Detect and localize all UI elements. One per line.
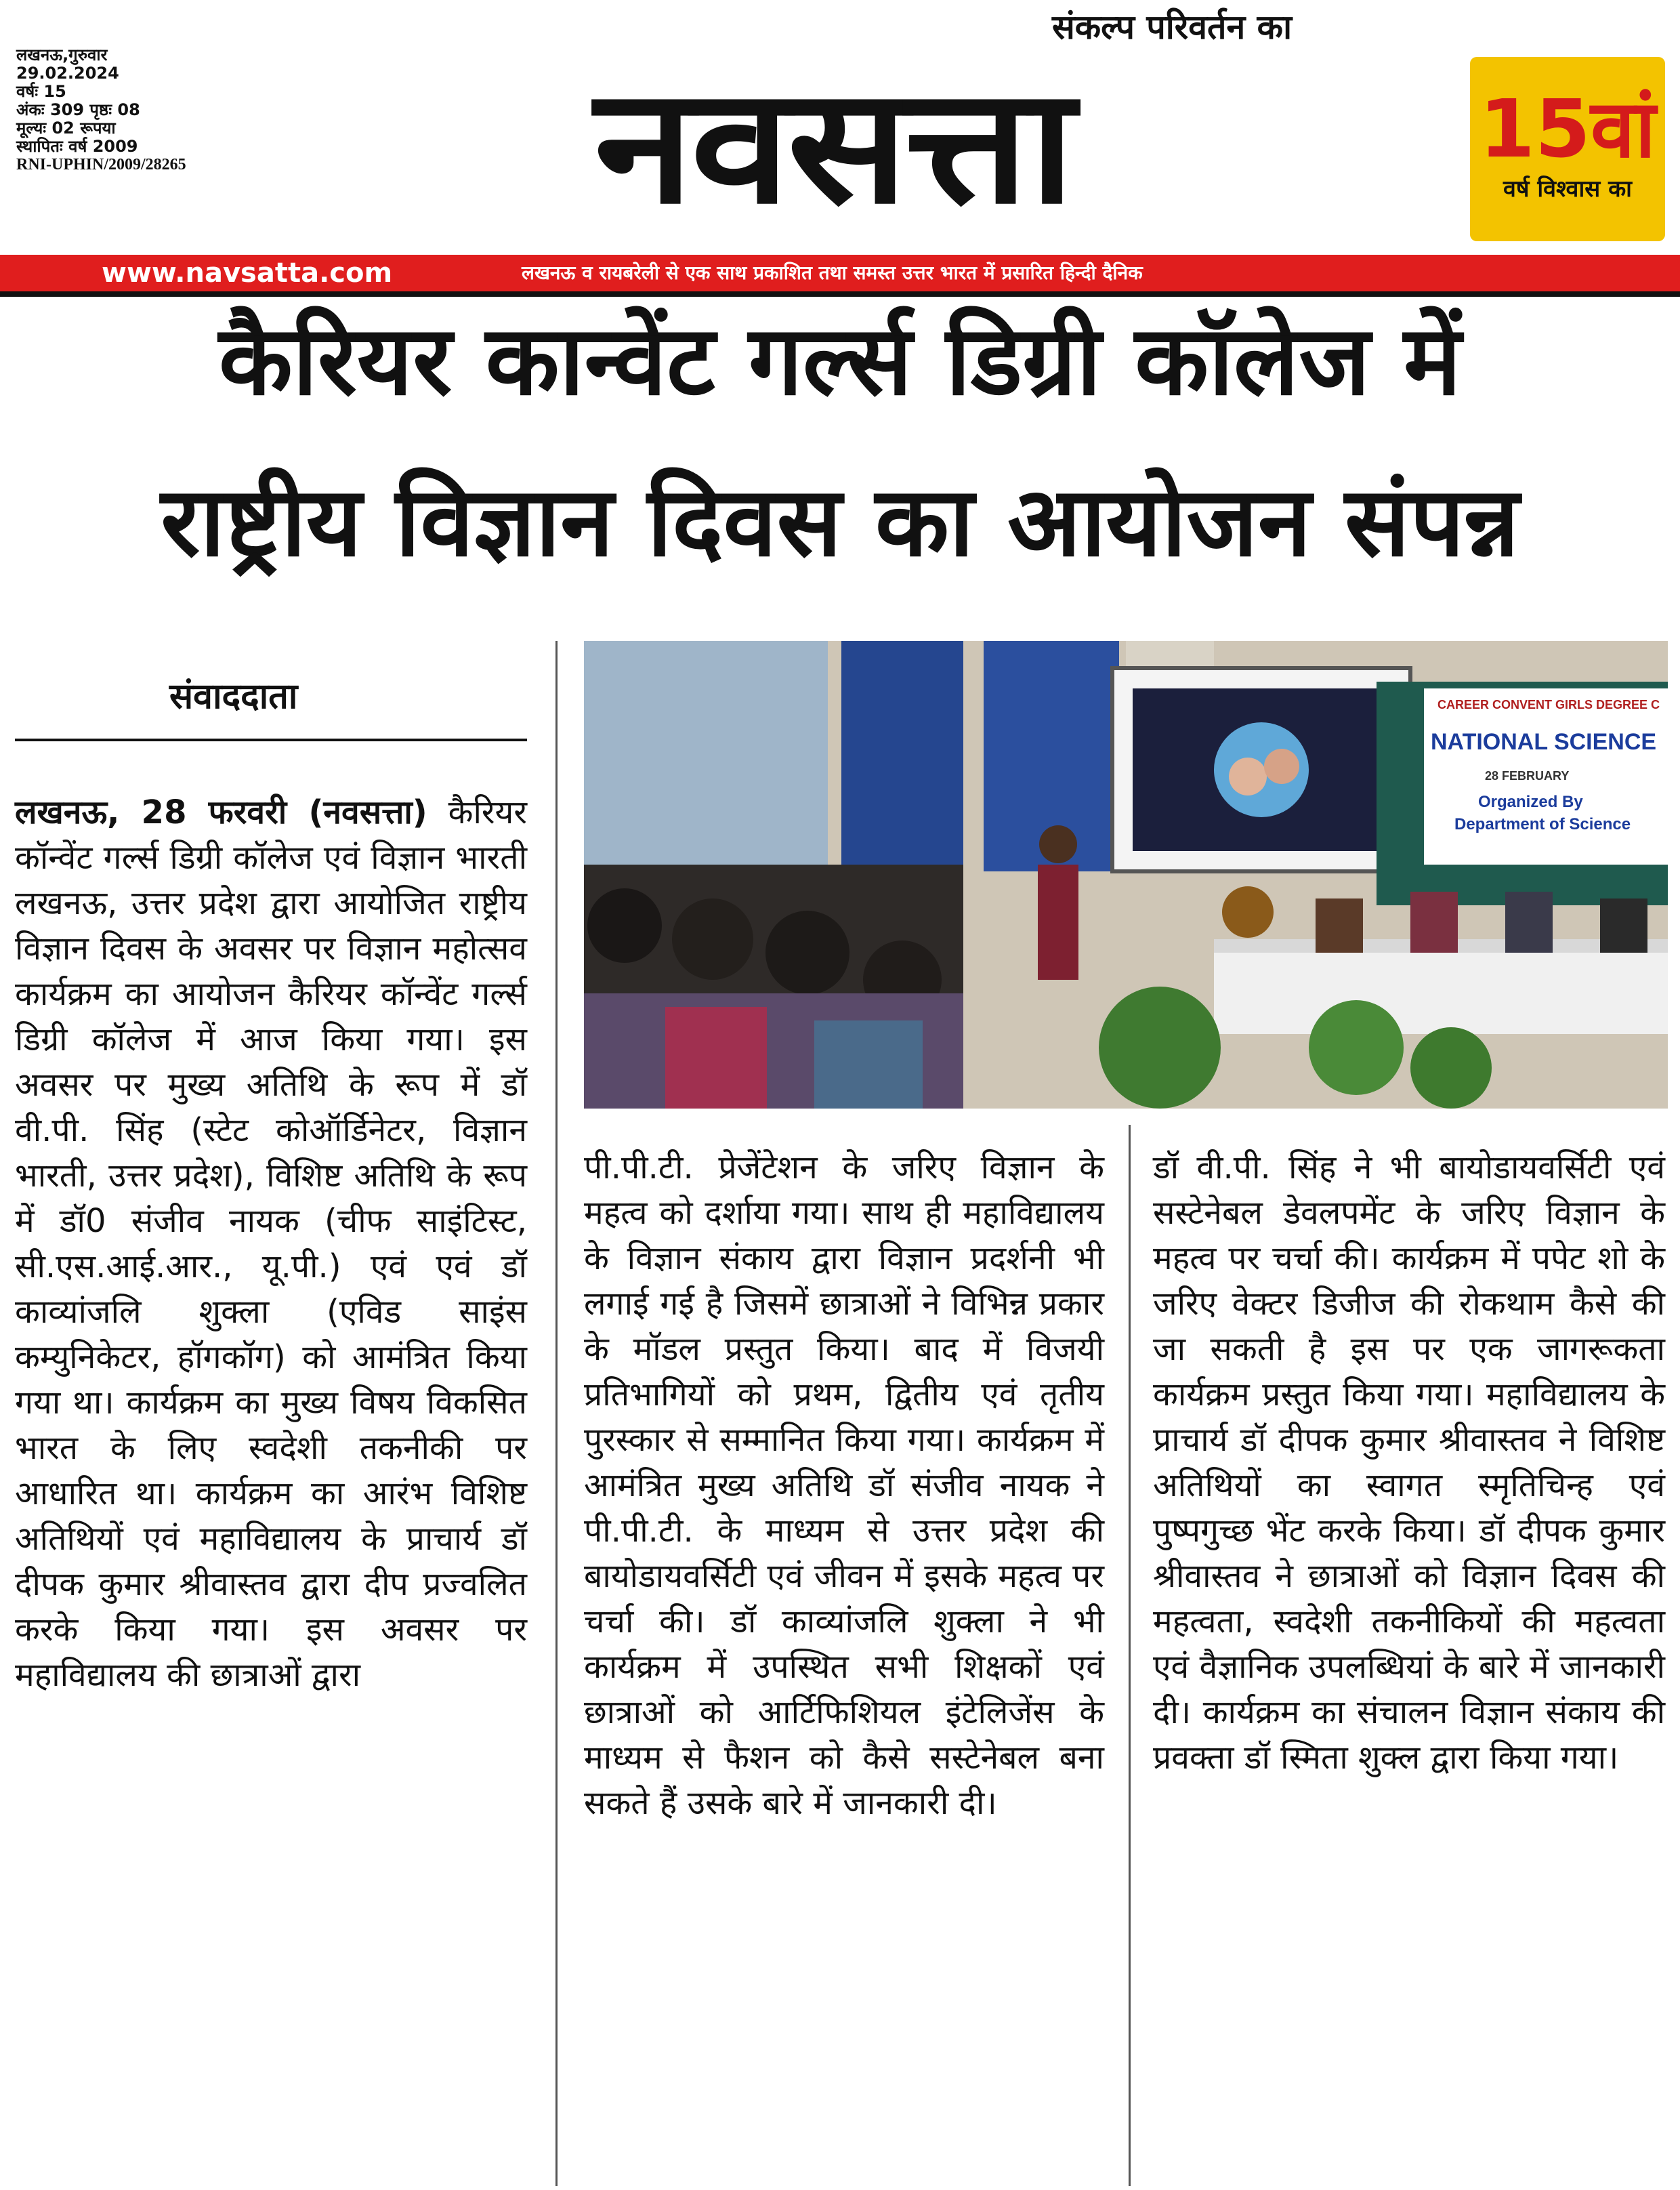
meta-line: RNI-UPHIN/2009/28265 [16,156,186,173]
website-link[interactable]: www.navsatta.com [102,257,393,289]
column-1-text: कैरियर कॉन्वेंट गर्ल्स डिग्री कॉलेज एवं विज्ञान भारती लखनऊ, उत्तर प्रदेश द्वारा आयोजित राष्ट्रीय विज्ञान दिवस के अवसर पर विज्ञान महोत्सव कार्यक्रम का आयोजन कैरियर कॉन्वेंट गर्ल्स डिग्री कॉलेज में आज किया गया। इस अवसर पर मुख्य अतिथि के रूप में डॉ वी.पी. सिंह (स्टेट कोऑर्डिनेटर, विज्ञान भारती, उत्तर प्रदेश), विशिष्ट अतिथि के रूप में डॉ0 संजीव नायक (चीफ साइंटिस्ट, सी.एस.आई.आर., यू.पी.) एवं एवं डॉ काव्यांजलि शुक्ला (एविड साइंस कम्युनिकेटर, हॉगकॉग) को आमंत्रित किया गया था। कार्यक्रम का मुख्य विषय विकसित भारत के लिए स्वदेशी तकनीकी पर आधारित था। कार्यक्रम का आरंभ विशिष्ट अतिथियों एवं महाविद्यालय के प्राचार्य डॉ दीपक कुमार श्रीवास्तव द्वारा दीप प्रज्वलित करके किया गया। इस अवसर पर महाविद्यालय की छात्राओं द्वारा [15,793,527,1694]
column-2-text: पी.पी.टी. प्रेजेंटेशन के जरिए विज्ञान के महत्व को दर्शाया गया। साथ ही महाविद्यालय के विज्ञान संकाय द्वारा विज्ञान प्रदर्शनी भी लगाई गई है जिसमें छात्राओं ने विभिन्न प्रकार के मॉडल प्रस्तुत किया। बाद में विजयी प्रतिभागियों को प्रथम, द्वितीय एवं तृतीय पुरस्कार से सम्मानित किया गया। कार्यक्रम में आमंत्रित मुख्य अतिथि डॉ संजीव नायक ने पी.पी.टी. के माध्यम से उत्तर प्रदेश की बायोडायवर्सिटी एवं जीवन में इसके महत्व पर चर्चा की। डॉ काव्यांजलि शुक्ला ने भी कार्यक्रम में उपस्थित सभी शिक्षकों एवं छात्राओं को आर्टिफिशियल इंटेलिजेंस के माध्यम से फैशन को कैसे सस्टेनेबल बना सकते हैं उसके बारे में जानकारी दी। [584,1149,1104,1822]
info-bar [0,255,1680,291]
masthead-divider [0,291,1680,297]
newspaper-logo: नवसत्ता [594,53,1072,239]
banner-org-line1: Organized By [1478,793,1583,811]
headline-line-1: कैरियर कान्वेंट गर्ल्स डिग्री कॉलेज में [218,305,1462,417]
anniversary-badge [1470,57,1665,241]
badge-number: 15वां [1479,82,1656,175]
headline-line-2: राष्ट्रीय विज्ञान दिवस का आयोजन संपन्न [161,466,1519,578]
byline: संवाददाता [169,676,298,717]
banner-date-text: 28 FEBRUARY [1485,769,1570,783]
column-divider [555,641,558,2186]
column-divider [1129,1125,1131,2186]
publication-note: लखनऊ व रायबरेली से एक साथ प्रकाशित तथा समस्त उत्तर भारत में प्रसारित हिन्दी दैनिक [522,262,1143,284]
meta-line: वर्षः 15 [16,82,66,101]
meta-line: 29.02.2024 [16,64,119,83]
article-column-1 [15,790,527,1698]
meta-line: लखनऊ,गुरुवार [16,45,108,64]
banner-title-text: NATIONAL SCIENCE [1431,729,1657,755]
issue-meta [16,46,233,174]
column-3-text: डॉ वी.पी. सिंह ने भी बायोडायवर्सिटी एवं सस्टेनेबल डेवलपमेंट के जरिए विज्ञान के महत्व पर चर्चा की। कार्यक्रम में पपेट शो के जरिए वेक्टर डिजीज की रोकथाम कैसे की जा सकती है इस पर एक जागरूकता कार्यक्रम प्रस्तुत किया गया। महाविद्यालय के प्राचार्य डॉ दीपक कुमार श्रीवास्तव ने विशिष्ट अतिथियों का स्वागत स्मृतिचिन्ह एवं पुष्पगुच्छ भेंट करके किया। डॉ दीपक कुमार श्रीवास्तव ने छात्राओं को विज्ञान दिवस की महत्वता, स्वदेशी तकनीकियों की महत्वता एवं वैज्ञानिक उपलब्धियां के बारे में जानकारी दी। कार्यक्रम का संचालन विज्ञान संकाय की प्रवक्ता डॉ स्मिता शुक्ल द्वारा किया गया। [1153,1149,1665,1777]
meta-line: अंकः 309 पृष्ठः 08 [16,100,140,119]
article-column-3 [1153,1145,1665,1781]
article-column-2 [584,1145,1104,1826]
event-photo-illustration [584,641,1668,1109]
meta-line: मूल्यः 02 रूपया [16,119,116,138]
tagline: संकल्प परिवर्तन का [1051,7,1293,47]
banner-org-line2: Department of Science [1454,815,1631,833]
byline-rule [15,739,527,741]
meta-line: स्थापितः वर्ष 2009 [16,137,138,156]
event-photo [584,641,1668,1109]
banner-top-text: CAREER CONVENT GIRLS DEGREE C [1437,698,1660,711]
dateline: लखनऊ, 28 फरवरी (नवसत्ता) [15,793,427,831]
badge-text: वर्ष विश्वास का [1503,175,1632,203]
